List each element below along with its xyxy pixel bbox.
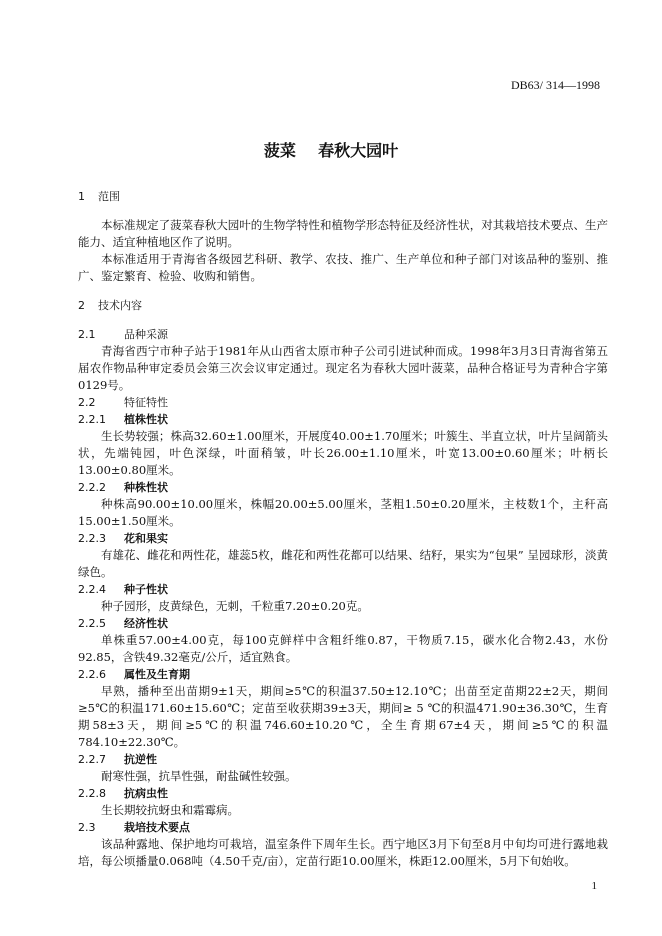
clause-heading <box>78 615 608 632</box>
clause-number: 2.2.4 <box>78 583 106 596</box>
paragraph: 耐寒性强，抗旱性强，耐盐碱性较强。 <box>101 769 297 783</box>
clause-heading <box>78 479 608 496</box>
subsection-label: 品种采源 <box>124 328 168 341</box>
paragraph: 有雄花、雌花和两性花，雄蕊5枚，雌花和两性花都可以结果、结籽，果实为“包果” 呈园球形，淡黄绿色。 <box>78 548 608 579</box>
paragraph: 种株高90.00±10.00厘米，株幅20.00±5.00厘米，茎粗1.50±0.20厘米，主枝数1个，主秆高15.00±1.50厘米。 <box>78 497 608 528</box>
clause-heading <box>78 581 608 598</box>
clause-number: 2.2.7 <box>78 753 106 766</box>
clause-heading <box>78 411 608 428</box>
subsection-label: 特征特性 <box>124 396 168 409</box>
clause-number: 2.2.8 <box>78 787 106 800</box>
paragraph: 该品种露地、保护地均可栽培，温室条件下周年生长。西宁地区3月下旬至8月中旬均可进行露地栽培，每公顷播量0.068吨（4.50千克/亩），定苗行距10.00厘米，株距12.00厘米，5月下旬始收。 <box>78 837 608 868</box>
subsection-number: 2.2 <box>78 396 96 409</box>
clause-label: 抗逆性 <box>124 753 157 766</box>
clause-label: 种子性状 <box>124 583 168 596</box>
section-label: 技术内容 <box>98 299 142 312</box>
clause-number: 2.2.5 <box>78 617 106 630</box>
paragraph: 早熟，播种至出苗期9±1天，期间≥5℃的积温37.50±12.10℃；出苗至定苗期22±2天，期间≥5℃的积温171.60±15.60℃；定苗至收获期39±3天，期间≥ 5 ℃的积温471.90±36.30℃，生育期58±3天，期间≥5℃的积温746.60±10.20℃，全生育期67±4天，期间≥5℃的积温784.10±22.30℃。 <box>78 684 608 749</box>
clause-heading <box>78 751 608 768</box>
subsection-heading <box>78 394 608 411</box>
section-label: 范围 <box>98 190 120 203</box>
subsection-label: 栽培技术要点 <box>124 821 190 834</box>
clause-label: 经济性状 <box>124 617 168 630</box>
clause-number: 2.2.6 <box>78 668 106 681</box>
clause-heading <box>78 666 608 683</box>
paragraph: 种子园形，皮黄绿色，无刺，千粒重7.20±0.20克。 <box>101 599 369 613</box>
section-number: 2 <box>78 299 85 312</box>
clause-label: 植株性状 <box>124 413 168 426</box>
clause-heading <box>78 785 608 802</box>
subsection-number: 2.1 <box>78 328 96 341</box>
paragraph: 本标准规定了菠菜春秋大园叶的生物学特性和植物学形态特征及经济性状，对其栽培技术要点、生产能力、适宜种植地区作了说明。 <box>78 218 608 249</box>
standard-code: DB63/ 314—1998 <box>510 78 600 92</box>
clause-label: 属性及生育期 <box>124 668 190 681</box>
section-heading-scope <box>78 188 608 205</box>
section-heading-technical <box>78 297 608 314</box>
clause-number: 2.2.1 <box>78 413 106 426</box>
section-number: 1 <box>78 190 85 203</box>
document-title: 菠菜 春秋大园叶 <box>263 141 399 160</box>
subsection-heading <box>78 819 608 836</box>
paragraph: 生长势较强；株高32.60±1.00厘米，开展度40.00±1.70厘米；叶簇生、半直立状，叶片呈阔箭头状，先端钝园，叶色深绿，叶面稍皱，叶长26.00±1.10厘米，叶宽13.00±0.60厘米；叶柄长13.00±0.80厘米。 <box>78 429 608 477</box>
document-body <box>78 188 608 870</box>
clause-number: 2.2.3 <box>78 532 106 545</box>
page-number: 1 <box>591 880 597 892</box>
clause-label: 种株性状 <box>124 481 168 494</box>
paragraph: 本标准适用于青海省各级园艺科研、教学、农技、推广、生产单位和种子部门对该品种的鉴别、推广、鉴定繁育、检验、收购和销售。 <box>78 252 608 283</box>
subsection-heading <box>78 326 608 343</box>
paragraph: 单株重57.00±4.00克，每100克鲜样中含粗纤维0.87，干物质7.15，碳水化合物2.43，水份92.85，含铁49.32毫克/公斤，适宜熟食。 <box>78 633 608 664</box>
subsection-number: 2.3 <box>78 821 96 834</box>
clause-number: 2.2.2 <box>78 481 106 494</box>
paragraph: 青海省西宁市种子站于1981年从山西省太原市种子公司引进试种而成。1998年3月3日青海省第五届农作物品种审定委员会第三次会议审定通过。现定名为春秋大园叶菠菜，品种合格证号为青种合字第0129号。 <box>78 344 608 392</box>
clause-label: 花和果实 <box>124 532 168 545</box>
clause-label: 抗病虫性 <box>124 787 168 800</box>
paragraph: 生长期较抗蚜虫和霜霉病。 <box>101 803 239 817</box>
clause-heading <box>78 530 608 547</box>
